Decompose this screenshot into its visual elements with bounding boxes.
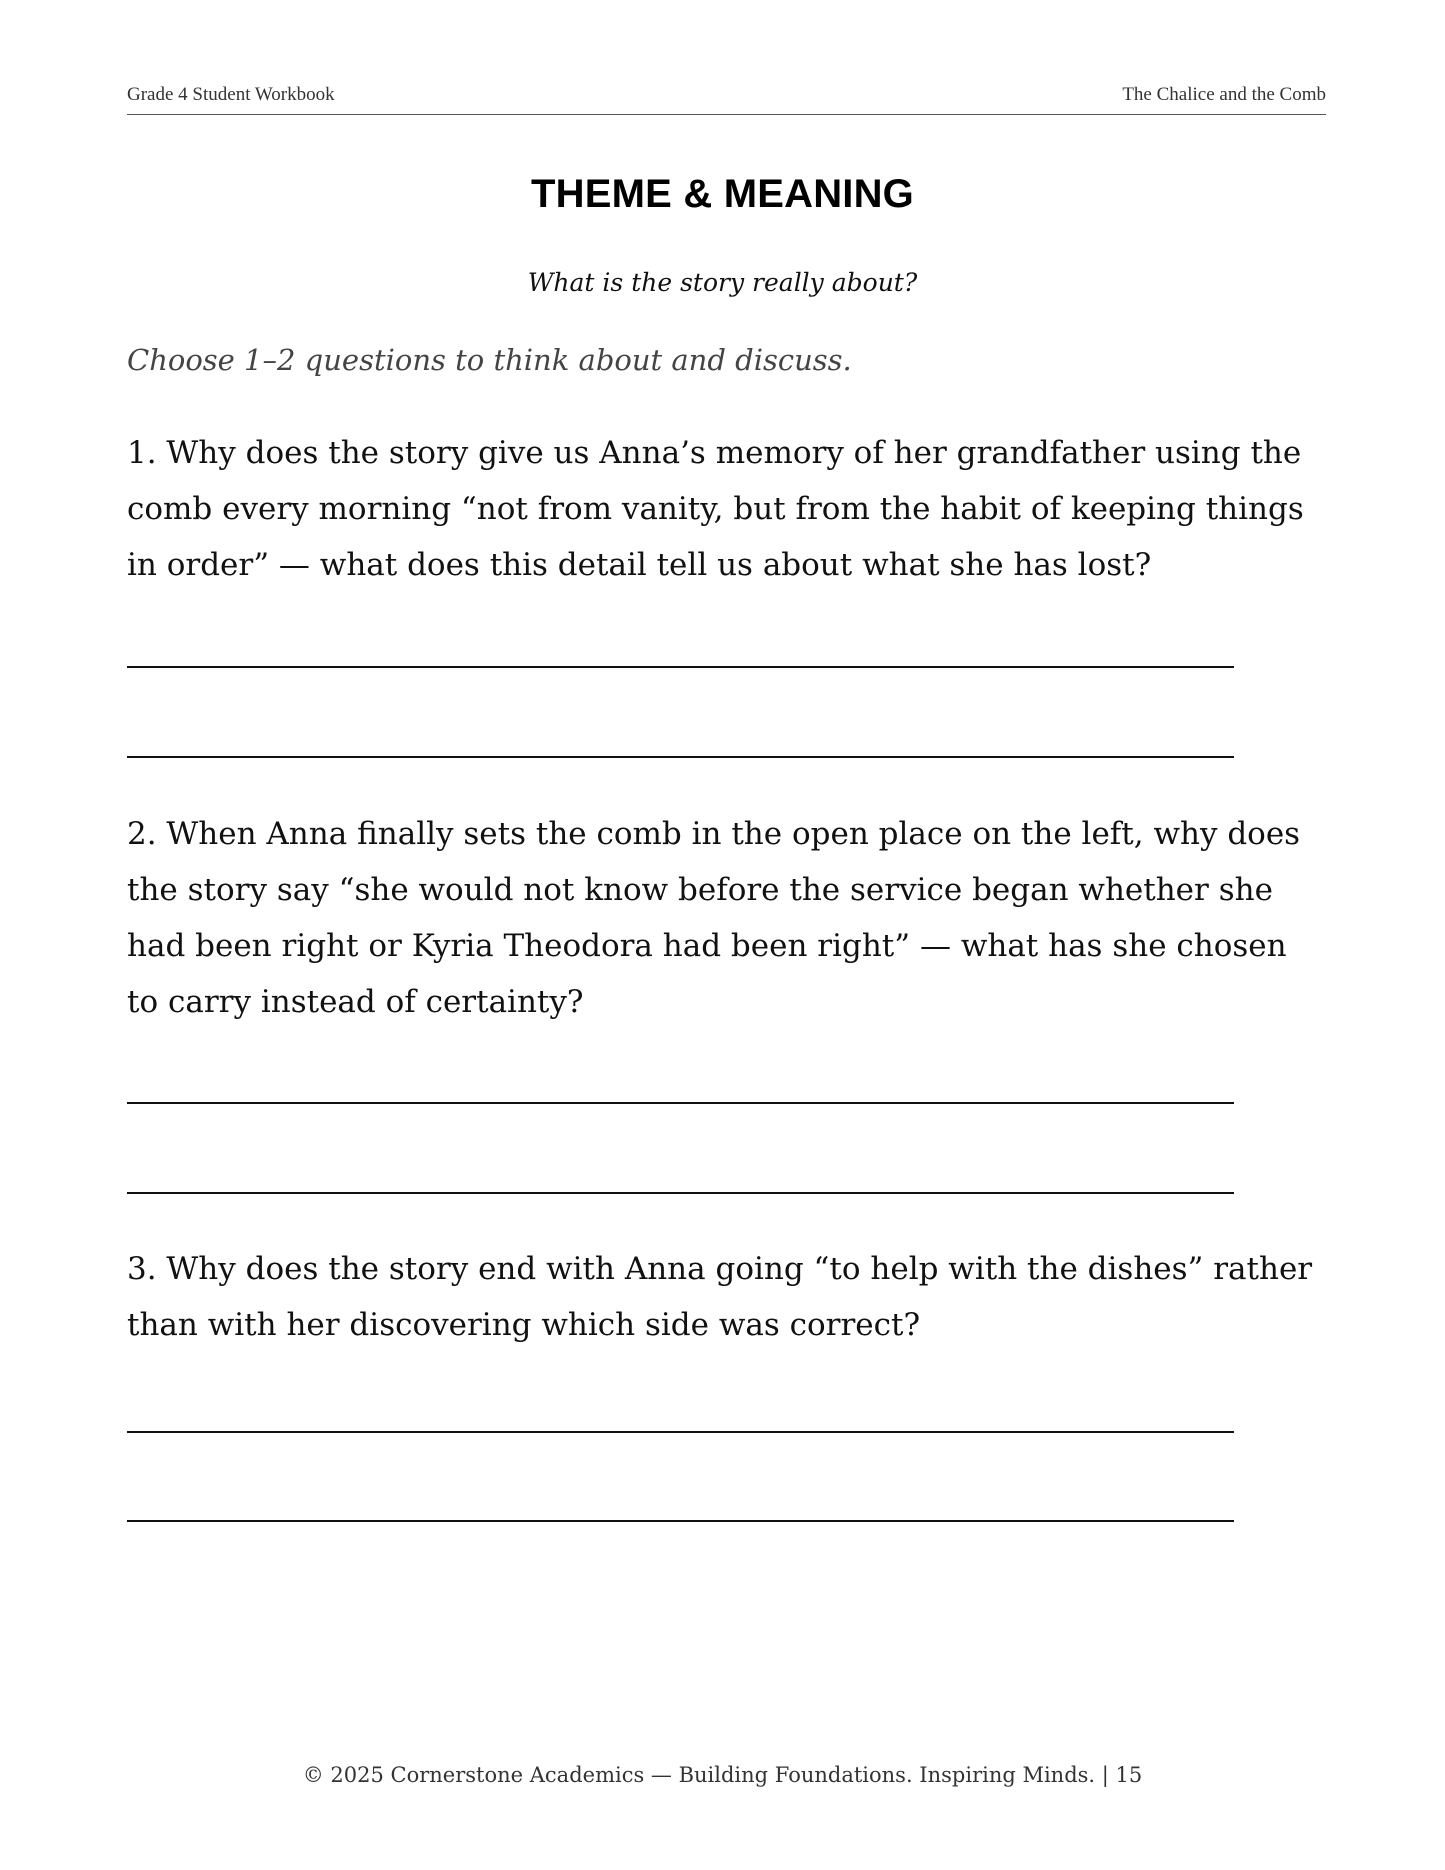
answer-line[interactable] [127, 1520, 1234, 1522]
header-workbook-title: Grade 4 Student Workbook [127, 84, 335, 105]
instruction-text: Choose 1–2 questions to think about and discuss. [127, 343, 852, 377]
page-title: THEME & MEANING [531, 172, 914, 216]
header-story-title: The Chalice and the Comb [1122, 84, 1326, 105]
answer-line[interactable] [127, 1431, 1234, 1433]
answer-line[interactable] [127, 1102, 1234, 1104]
page-subtitle: What is the story really about? [527, 268, 918, 297]
answer-line[interactable] [127, 756, 1234, 758]
question-1: 1. Why does the story give us Anna’s memory of her grandfather using the comb every morning “not from vanity, but from the habit of keeping things in order” — what does this detail tell us about what she has lost? [127, 435, 1304, 583]
page-header [127, 82, 1326, 115]
answer-line[interactable] [127, 666, 1234, 668]
question-2: 2. When Anna finally sets the comb in the open place on the left, why does the story say “she would not know before the service began whether she had been right or Kyria Theodora had been right” — what has she chosen to carry instead of certainty? [127, 816, 1301, 1020]
page-footer: © 2025 Cornerstone Academics — Building Foundations. Inspiring Minds. | 15 [302, 1763, 1143, 1787]
answer-line[interactable] [127, 1192, 1234, 1194]
question-3: 3. Why does the story end with Anna going “to help with the dishes” rather than with her discovering which side was correct? [127, 1251, 1313, 1343]
